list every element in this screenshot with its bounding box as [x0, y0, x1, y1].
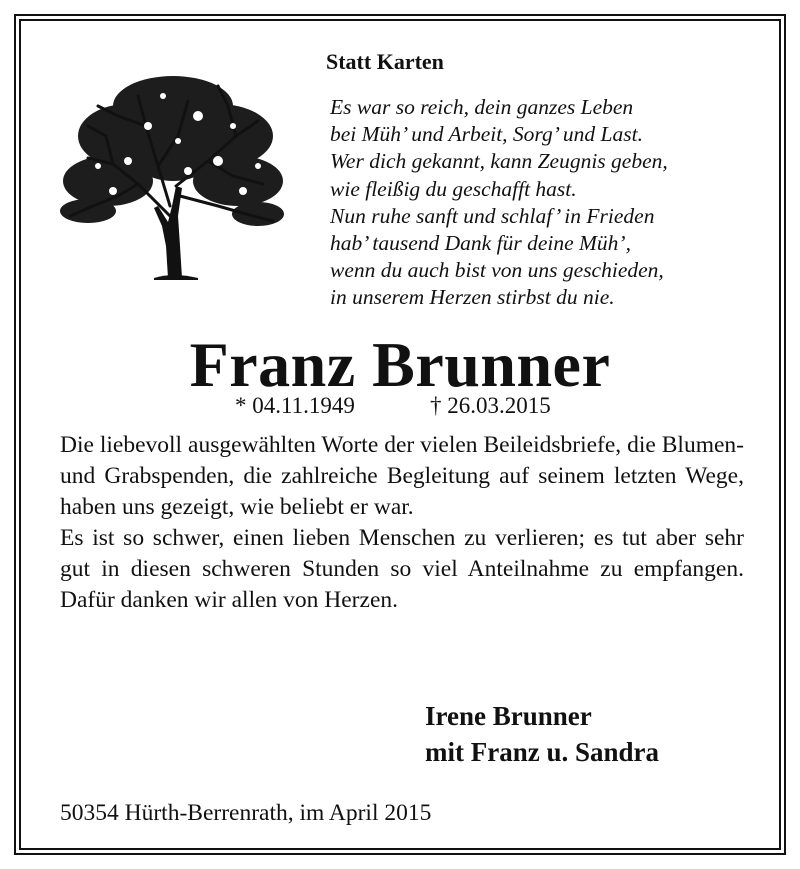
signature-line: Irene Brunner: [425, 701, 592, 731]
poem-line: Wer dich gekannt, kann Zeugnis geben,: [330, 149, 668, 174]
message-paragraph: Die liebevoll ausgewählten Worte der vielen Beileidsbriefe, die Blumen- und Grabspenden, die zahlreiche Begleitung auf seinem letzten Wege, haben uns gezeigt, wie beliebt er war.: [60, 432, 744, 520]
place-date: 50354 Hürth-Berrenrath, im April 2015: [60, 800, 432, 826]
poem-line: wenn du auch bist von uns geschieden,: [330, 258, 664, 283]
poem-line: Nun ruhe sanft und schlaf’ in Frieden: [330, 203, 655, 228]
signature-line: mit Franz u. Sandra: [425, 737, 660, 767]
signature: [425, 698, 659, 770]
tree-icon: [58, 66, 288, 286]
death-date: † 26.03.2015: [430, 393, 551, 418]
poem-line: Es war so reich, dein ganzes Leben: [330, 95, 634, 119]
poem: [330, 94, 668, 312]
poem-line: in unserem Herzen stirbst du nie.: [330, 285, 615, 310]
poem-line: bei Müh’ und Arbeit, Sorg’ und Last.: [330, 122, 643, 147]
deceased-name: Franz Brunner: [189, 329, 611, 400]
thank-you-message: [60, 430, 744, 616]
poem-line: hab’ tausend Dank für deine Müh’,: [330, 231, 631, 256]
poem-line: wie fleißig du geschafft hast.: [330, 176, 577, 201]
birth-date: * 04.11.1949: [235, 393, 355, 418]
message-paragraph: Es ist so schwer, einen lieben Menschen zu verlieren; es tut aber sehr gut in diesen schweren Stunden so viel Anteilnahme zu empfangen. Dafür danken wir allen von Herzen.: [60, 525, 744, 613]
statt-karten-label: Statt Karten: [326, 49, 444, 74]
